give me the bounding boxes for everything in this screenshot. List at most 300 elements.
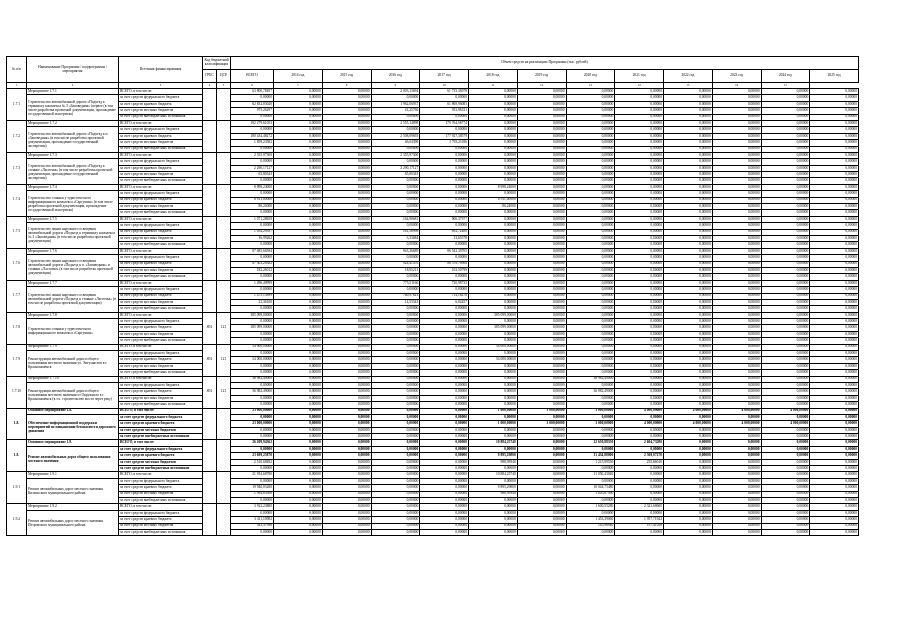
year-amount: 0,00000 [761, 242, 810, 248]
year-amount: 0,00000 [664, 351, 713, 357]
row-number: 1.7.1 [7, 89, 27, 121]
year-amount: 0,00000 [274, 223, 323, 229]
year-amount: 0,00000 [420, 152, 469, 158]
year-amount: 0,00000 [712, 338, 761, 344]
total-amount: 0,00000 [231, 242, 274, 248]
year-amount: 0,00000 [810, 312, 859, 318]
year-amount: 0,00000 [712, 95, 761, 101]
year-amount: 0,00000 [322, 370, 371, 376]
year-amount: 0,00000 [810, 89, 859, 95]
year-amount: 0,00000 [566, 427, 615, 433]
total-amount: 0,00000 [231, 446, 274, 452]
grbs-code [203, 408, 217, 440]
header-grbs: ГРБС [203, 70, 217, 83]
year-amount: 0,00000 [761, 261, 810, 267]
grbs-code [203, 184, 217, 216]
year-amount: 0,00000 [810, 344, 859, 350]
year-amount: 0,00000 [566, 229, 615, 235]
year-amount: 0,00000 [274, 517, 323, 523]
year-amount: 0,00000 [615, 338, 664, 344]
row-number: 1.7.6 [7, 248, 27, 280]
year-amount: 8 998,24000 [469, 184, 518, 190]
year-amount: 0,00000 [371, 210, 420, 216]
year-amount: 0,00000 [761, 510, 810, 516]
year-amount: 0,00000 [274, 459, 323, 465]
year-amount: 0,00000 [371, 485, 420, 491]
year-amount: 0,00000 [566, 216, 615, 222]
year-amount: 0,00000 [322, 146, 371, 152]
year-amount: 0,00000 [664, 344, 713, 350]
year-amount: 0,00000 [761, 172, 810, 178]
year-amount: 0,00000 [420, 414, 469, 420]
year-amount: 0,00000 [420, 306, 469, 312]
header-year: 2014 год [274, 70, 323, 83]
year-amount: 0,00000 [420, 210, 469, 216]
year-amount: 0,00000 [322, 325, 371, 331]
year-amount: 0,00000 [810, 491, 859, 497]
header-num: № п/п [7, 57, 27, 83]
year-amount: 0,00000 [469, 255, 518, 261]
year-amount: 0,00000 [761, 204, 810, 210]
year-amount: 0,00000 [810, 235, 859, 241]
year-amount: 0,00000 [322, 204, 371, 210]
year-amount: 0,00000 [761, 299, 810, 305]
year-amount: 36 982,49000 [566, 389, 615, 395]
year-amount: 0,00000 [517, 255, 566, 261]
year-amount: 0,00000 [664, 267, 713, 273]
year-amount: 0,00000 [761, 478, 810, 484]
year-amount: 0,00000 [712, 517, 761, 523]
year-amount: 0,00000 [420, 242, 469, 248]
total-amount: 0,00000 [231, 434, 274, 440]
year-amount: 0,00000 [517, 210, 566, 216]
column-number: 14 [615, 83, 664, 89]
year-amount: 0,00000 [322, 229, 371, 235]
year-amount: 0,00000 [469, 223, 518, 229]
year-amount: 0,00000 [517, 510, 566, 516]
total-amount: 0,00000 [231, 191, 274, 197]
funding-source: ВСЕГО, в том числе: [119, 408, 203, 414]
year-amount: 0,00000 [761, 248, 810, 254]
year-amount: 0,00000 [664, 120, 713, 126]
year-amount: 0,00000 [810, 331, 859, 337]
funding-source: ВСЕГО, в том числе: [119, 472, 203, 478]
year-amount: 0,00000 [517, 440, 566, 446]
funding-source: за счет средств внебюджетных источников [119, 370, 203, 376]
header-year: 2021 год [615, 70, 664, 83]
grbs-code [203, 216, 217, 248]
row-number: 1.7.3 [7, 152, 27, 184]
measure-label: Мероприятие 1.7.6 [27, 248, 119, 254]
year-amount: 0,00000 [615, 344, 664, 350]
year-amount: 61 869,96083 [420, 101, 469, 107]
year-amount: 8 911,00000 [469, 197, 518, 203]
year-amount: 0,00000 [371, 466, 420, 472]
year-amount: 0,00000 [761, 376, 810, 382]
year-amount: 0,00000 [810, 204, 859, 210]
year-amount: 0,00000 [810, 446, 859, 452]
year-amount: 0,00000 [517, 529, 566, 535]
year-amount: 0,00000 [664, 338, 713, 344]
year-amount: 0,00000 [274, 478, 323, 484]
total-amount: 36 982,49000 [231, 389, 274, 395]
year-amount: 0,00000 [371, 95, 420, 101]
year-amount: 0,00000 [566, 267, 615, 273]
total-amount: 180 434,48272 [231, 133, 274, 139]
year-amount: 86 378,78906 [420, 261, 469, 267]
year-amount: 0,00000 [566, 498, 615, 504]
year-amount: 0,00000 [566, 127, 615, 133]
year-amount: 0,00000 [274, 293, 323, 299]
measure-label: Мероприятие 1.7.5 [27, 216, 119, 222]
csr-code [217, 89, 231, 121]
year-amount: 1 215,99550 [566, 459, 615, 465]
year-amount: 0,00000 [615, 114, 664, 120]
year-amount: 0,00000 [517, 357, 566, 363]
year-amount: 0,00000 [469, 114, 518, 120]
year-amount: 12 650,88350 [566, 440, 615, 446]
year-amount: 0,00000 [371, 178, 420, 184]
year-amount: 0,00000 [420, 255, 469, 261]
year-amount: 0,00000 [420, 325, 469, 331]
year-amount: 0,00000 [371, 351, 420, 357]
column-number: 7 [274, 83, 323, 89]
year-amount: 0,00000 [810, 498, 859, 504]
total-amount: 0,00000 [231, 498, 274, 504]
year-amount: 0,00000 [322, 363, 371, 369]
year-amount: 0,00000 [810, 293, 859, 299]
year-amount: 0,00000 [517, 261, 566, 267]
year-amount: 0,00000 [810, 172, 859, 178]
year-amount: 3 000,00000 [517, 421, 566, 427]
funding-source: ВСЕГО, в том числе: [119, 89, 203, 95]
measure-label: Мероприятие 1.7.10 [27, 376, 119, 382]
year-amount: 0,00000 [712, 446, 761, 452]
year-amount: 0,00000 [371, 114, 420, 120]
year-amount: 0,00000 [712, 382, 761, 388]
year-amount: 0,00000 [517, 325, 566, 331]
funding-source: за счет средств федерального бюджета [119, 478, 203, 484]
year-amount: 0,00000 [761, 223, 810, 229]
year-amount: 0,00000 [712, 351, 761, 357]
year-amount: 0,00000 [469, 89, 518, 95]
year-amount: 0,00000 [517, 485, 566, 491]
year-amount: 0,00000 [664, 197, 713, 203]
year-amount: 0,00000 [274, 434, 323, 440]
year-amount: 0,00000 [469, 376, 518, 382]
year-amount: 0,00000 [566, 466, 615, 472]
year-amount: 0,00000 [322, 331, 371, 337]
year-amount: 0,00000 [761, 344, 810, 350]
year-amount: 0,00000 [469, 274, 518, 280]
year-amount: 0,00000 [664, 242, 713, 248]
csr-code [217, 216, 231, 248]
year-amount: 0,00000 [810, 146, 859, 152]
year-amount: 4 000,00000 [615, 408, 664, 414]
year-amount: 0,00000 [517, 453, 566, 459]
total-amount: 54 000,00000 [231, 344, 274, 350]
funding-source: за счет средств федерального бюджета [119, 319, 203, 325]
year-amount: 0,00000 [664, 453, 713, 459]
year-amount: 0,00000 [664, 459, 713, 465]
year-amount: 0,00000 [615, 165, 664, 171]
year-amount: 0,00000 [615, 146, 664, 152]
year-amount: 0,00000 [810, 267, 859, 273]
year-amount: 0,00000 [420, 389, 469, 395]
csr-code: 121 [217, 344, 231, 376]
year-amount: 0,00000 [761, 459, 810, 465]
measure-title: Обеспечение информационной поддержки мероприятий по повышению безопасности дорожного движения [27, 414, 119, 440]
year-amount: 0,00000 [371, 529, 420, 535]
funding-source: за счет средств федерального бюджета [119, 255, 203, 261]
year-amount: 0,00000 [810, 210, 859, 216]
year-amount: 0,00000 [664, 523, 713, 529]
total-amount: 0,00000 [231, 338, 274, 344]
program-funding-table-sheet [6, 56, 858, 536]
year-amount: 0,00000 [322, 172, 371, 178]
year-amount: 0,00000 [274, 306, 323, 312]
year-amount: 0,00000 [517, 120, 566, 126]
year-amount: 41,25766 [371, 108, 420, 114]
year-amount: 0,00000 [469, 306, 518, 312]
year-amount: 0,00000 [615, 312, 664, 318]
year-amount: 0,00000 [420, 191, 469, 197]
year-amount: 0,00000 [517, 108, 566, 114]
year-amount: 0,00000 [274, 280, 323, 286]
year-amount: 0,00000 [810, 434, 859, 440]
year-amount: 0,00000 [274, 242, 323, 248]
year-amount: 0,00000 [274, 133, 323, 139]
total-amount: 87 303,20382 [231, 261, 274, 267]
year-amount: 0,00000 [810, 440, 859, 446]
year-amount: 0,00000 [664, 414, 713, 420]
year-amount: 0,00000 [371, 242, 420, 248]
year-amount: 0,00000 [322, 478, 371, 484]
year-amount: 0,00000 [274, 152, 323, 158]
year-amount: 0,00000 [517, 140, 566, 146]
year-amount: 0,00000 [322, 389, 371, 395]
year-amount: 0,00000 [761, 370, 810, 376]
year-amount: 0,00000 [322, 191, 371, 197]
year-amount: 0,00000 [664, 159, 713, 165]
year-amount: 0,00000 [566, 363, 615, 369]
year-amount: 0,00000 [664, 389, 713, 395]
funding-source: ВСЕГО, в том числе: [119, 504, 203, 510]
year-amount: 0,00000 [517, 427, 566, 433]
year-amount: 0,00000 [712, 389, 761, 395]
year-amount: 0,00000 [274, 338, 323, 344]
year-amount: 0,00000 [712, 184, 761, 190]
year-amount: 0,00000 [810, 108, 859, 114]
year-amount: 0,00000 [420, 478, 469, 484]
year-amount: 0,00000 [517, 466, 566, 472]
year-amount: 0,00000 [517, 338, 566, 344]
year-amount: 9 895,29800 [469, 485, 518, 491]
funding-source: за счет средств внебюджетных источников [119, 274, 203, 280]
year-amount: 0,00000 [371, 446, 420, 452]
year-amount: 0,00000 [712, 504, 761, 510]
year-amount: 0,00000 [371, 395, 420, 401]
year-amount: 0,00000 [322, 95, 371, 101]
year-amount: 2 604,73280 [615, 440, 664, 446]
year-amount: 0,00000 [322, 338, 371, 344]
year-amount: 0,00000 [274, 331, 323, 337]
year-amount: 0,00000 [469, 133, 518, 139]
total-amount: 23 699,25870 [231, 453, 274, 459]
total-amount: 0,00000 [231, 363, 274, 369]
year-amount: 0,00000 [566, 191, 615, 197]
year-amount: 0,00000 [322, 108, 371, 114]
year-amount: 0,00000 [712, 235, 761, 241]
year-amount: 0,00000 [664, 146, 713, 152]
year-amount: 0,00000 [664, 210, 713, 216]
year-amount: 0,00000 [274, 184, 323, 190]
measure-label: Основное мероприятие 1.9. [27, 440, 119, 446]
year-amount: 0,00000 [615, 466, 664, 472]
year-amount: 0,00000 [274, 491, 323, 497]
column-number: 9 [371, 83, 420, 89]
total-amount: 21,36100 [231, 299, 274, 305]
funding-source: за счет средств внебюджетных источников [119, 306, 203, 312]
year-amount: 0,00000 [810, 402, 859, 408]
year-amount: 0,00000 [322, 491, 371, 497]
year-amount: 0,00000 [810, 510, 859, 516]
funding-source: ВСЕГО, в том числе: [119, 376, 203, 382]
year-amount: 0,00000 [566, 510, 615, 516]
funding-source: за счет средств федерального бюджета [119, 510, 203, 516]
funding-source: за счет средств краевого бюджета [119, 485, 203, 491]
year-amount: 0,00000 [566, 274, 615, 280]
funding-source: за счет средств краевого бюджета [119, 101, 203, 107]
year-amount: 0,00000 [761, 498, 810, 504]
year-amount: 0,00000 [566, 280, 615, 286]
funding-source: ВСЕГО, в том числе: [119, 184, 203, 190]
funding-source: за счет средств местных бюджетов [119, 395, 203, 401]
year-amount: 0,00000 [761, 434, 810, 440]
year-amount: 0,00000 [566, 95, 615, 101]
year-amount: 0,00000 [469, 331, 518, 337]
year-amount: 0,00000 [712, 453, 761, 459]
year-amount: 0,00000 [274, 446, 323, 452]
header-year: 2020 год [566, 70, 615, 83]
year-amount: 0,00000 [517, 306, 566, 312]
year-amount: 3 000,00000 [566, 421, 615, 427]
year-amount: 0,00000 [322, 312, 371, 318]
year-amount: 0,00000 [761, 255, 810, 261]
year-amount: 0,00000 [566, 255, 615, 261]
year-amount: 0,00000 [810, 197, 859, 203]
year-amount: 0,00000 [664, 280, 713, 286]
year-amount: 0,00000 [517, 165, 566, 171]
year-amount: 0,00000 [712, 152, 761, 158]
year-amount: 54 000,00000 [469, 357, 518, 363]
year-amount: 0,00000 [712, 466, 761, 472]
year-amount: 0,00000 [517, 191, 566, 197]
year-amount: 0,00000 [664, 440, 713, 446]
row-number: 1.9. [7, 440, 27, 472]
column-number: 4 [203, 83, 217, 89]
year-amount: 0,00000 [420, 434, 469, 440]
column-number: 5 [217, 83, 231, 89]
year-amount: 0,00000 [615, 216, 664, 222]
year-amount: 0,00000 [469, 510, 518, 516]
year-amount: 0,00000 [810, 395, 859, 401]
year-amount: 0,00000 [566, 529, 615, 535]
year-amount: 0,00000 [274, 216, 323, 222]
year-amount: 0,00000 [274, 325, 323, 331]
year-amount: 0,00000 [566, 108, 615, 114]
year-amount: 0,00000 [615, 95, 664, 101]
year-amount: 0,00000 [615, 255, 664, 261]
year-amount: 0,00000 [664, 101, 713, 107]
year-amount: 0,00000 [322, 427, 371, 433]
measure-label: Мероприятие 1.7.8 [27, 312, 119, 318]
header-volume: Объем средств на реализацию Программы (тыс. рублей) [231, 57, 859, 70]
year-amount: 0,00000 [322, 498, 371, 504]
year-amount: 0,00000 [566, 89, 615, 95]
year-amount: 0,00000 [420, 408, 469, 414]
measure-title: Строительство линии наружного освещения автомобильной дороги «Подъезд к п. «Заповедник» и стоянки «Ласточка» (в том числе разработка проектной документации) [27, 255, 119, 281]
total-amount: 0,00000 [231, 274, 274, 280]
year-amount: 0,00000 [712, 299, 761, 305]
year-amount: 0,00000 [322, 127, 371, 133]
year-amount: 0,00000 [712, 120, 761, 126]
year-amount: 0,00000 [517, 389, 566, 395]
funding-source: ВСЕГО, в том числе: [119, 440, 203, 446]
year-amount: 0,00000 [615, 210, 664, 216]
row-number: 1.7.10 [7, 376, 27, 408]
column-number: 2 [27, 83, 119, 89]
year-amount: 0,00000 [566, 325, 615, 331]
year-amount: 0,00000 [810, 517, 859, 523]
funding-source: за счет средств федерального бюджета [119, 351, 203, 357]
grbs-code [203, 89, 217, 121]
total-amount: 0,00000 [231, 287, 274, 293]
year-amount: 0,00000 [469, 338, 518, 344]
row-number: 1.9.1 [7, 472, 27, 504]
year-amount: 0,00000 [761, 191, 810, 197]
year-amount: 0,00000 [371, 223, 420, 229]
year-amount: 0,00000 [664, 376, 713, 382]
year-amount: 0,00000 [761, 325, 810, 331]
total-amount: 0,00000 [231, 382, 274, 388]
year-amount: 0,00000 [274, 414, 323, 420]
funding-source: за счет средств краевого бюджета [119, 389, 203, 395]
year-amount: 0,00000 [371, 440, 420, 446]
funding-source: ВСЕГО, в том числе: [119, 312, 203, 318]
year-amount: 0,00000 [810, 261, 859, 267]
year-amount: 0,00000 [322, 357, 371, 363]
year-amount: 14,53543 [371, 299, 420, 305]
year-amount: 0,00000 [274, 146, 323, 152]
year-amount: 0,00000 [322, 210, 371, 216]
year-amount: 0,00000 [322, 261, 371, 267]
year-amount: 86,24000 [469, 204, 518, 210]
year-amount: 4 000,00000 [712, 421, 761, 427]
total-amount: 3 411,10982 [231, 517, 274, 523]
total-amount: 0,00000 [231, 95, 274, 101]
year-amount: 235,66010 [615, 459, 664, 465]
year-amount: 0,00000 [712, 172, 761, 178]
year-amount: 6,82457 [420, 299, 469, 305]
program-funding-table [6, 56, 859, 536]
year-amount: 46,04396 [371, 140, 420, 146]
year-amount: 0,00000 [615, 306, 664, 312]
year-amount: 0,00000 [566, 133, 615, 139]
year-amount: 0,00000 [664, 140, 713, 146]
year-amount: 0,00000 [761, 293, 810, 299]
total-amount: 0,00000 [231, 146, 274, 152]
